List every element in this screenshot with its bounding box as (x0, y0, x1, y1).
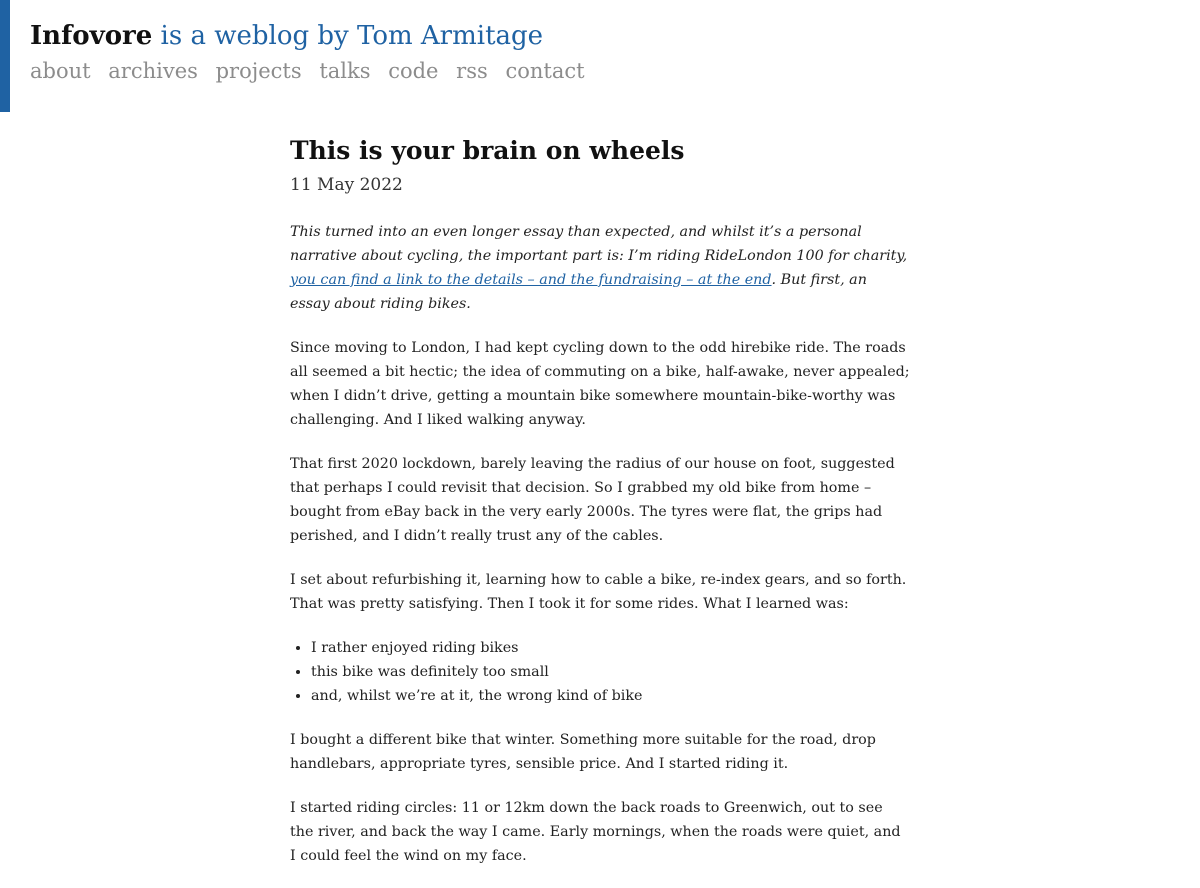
nav-code[interactable]: code (388, 59, 439, 83)
post-article (290, 134, 910, 888)
accent-bar (0, 0, 10, 112)
site-title (30, 18, 596, 54)
post-body (290, 220, 910, 868)
list-item: • I rather enjoyed riding bikes (311, 636, 910, 660)
intro-text-end: . But first, an essay about riding bikes. (290, 272, 867, 312)
lessons-list (290, 636, 910, 708)
post-date: 11 May 2022 (290, 175, 403, 195)
site-tagline-link[interactable]: is a weblog by Tom Armitage (160, 21, 544, 51)
nav-archives[interactable]: archives (108, 59, 198, 83)
nav-about[interactable]: about (30, 59, 91, 83)
intro-paragraph (290, 220, 910, 316)
body-paragraph: I started riding circles: 11 or 12km down the back roads to Greenwich, out to see the river, and back the way I came. Early mornings, when the roads were quiet, and I could feel the wind on my face. (290, 800, 901, 864)
nav-talks[interactable]: talks (319, 59, 371, 83)
body-paragraph: I set about refurbishing it, learning how to cable a bike, re-index gears, and so forth. That was pretty satisfying. Then I took it for some rides. What I learned was: (290, 572, 907, 612)
nav-projects[interactable]: projects (215, 59, 302, 83)
fundraising-link[interactable]: you can find a link to the details – and the fundraising – at the end (290, 272, 772, 288)
nav-contact[interactable]: contact (505, 59, 585, 83)
main-nav (30, 56, 596, 86)
body-paragraph: That first 2020 lockdown, barely leaving the radius of our house on foot, suggested that perhaps I could revisit that decision. So I grabbed my old bike from home – bought from eBay back in the very early 2000s. The tyres were flat, the grips had perished, and I didn’t really trust any of the cables. (290, 456, 895, 544)
site-name-link[interactable]: Infovore (30, 21, 153, 51)
post-title: This is your brain on wheels (290, 136, 685, 165)
body-paragraph: Since moving to London, I had kept cycling down to the odd hirebike ride. The roads all seemed a bit hectic; the idea of commuting on a bike, half-awake, never appealed; when I didn’t drive, getting a mountain bike somewhere mountain-bike-worthy was challenging. And I liked walking anyway. (290, 340, 910, 428)
list-item: • this bike was definitely too small (311, 660, 910, 684)
nav-rss[interactable]: rss (456, 59, 488, 83)
list-item: • and, whilst we’re at it, the wrong kind of bike (311, 684, 910, 708)
intro-text: This turned into an even longer essay than expected, and whilst it’s a personal narrative about cycling, the important part is: I’m riding RideLondon 100 for charity, (290, 224, 908, 264)
site-header (30, 18, 596, 86)
body-paragraph: I bought a different bike that winter. Something more suitable for the road, drop handlebars, appropriate tyres, sensible price. And I started riding it. (290, 732, 876, 772)
